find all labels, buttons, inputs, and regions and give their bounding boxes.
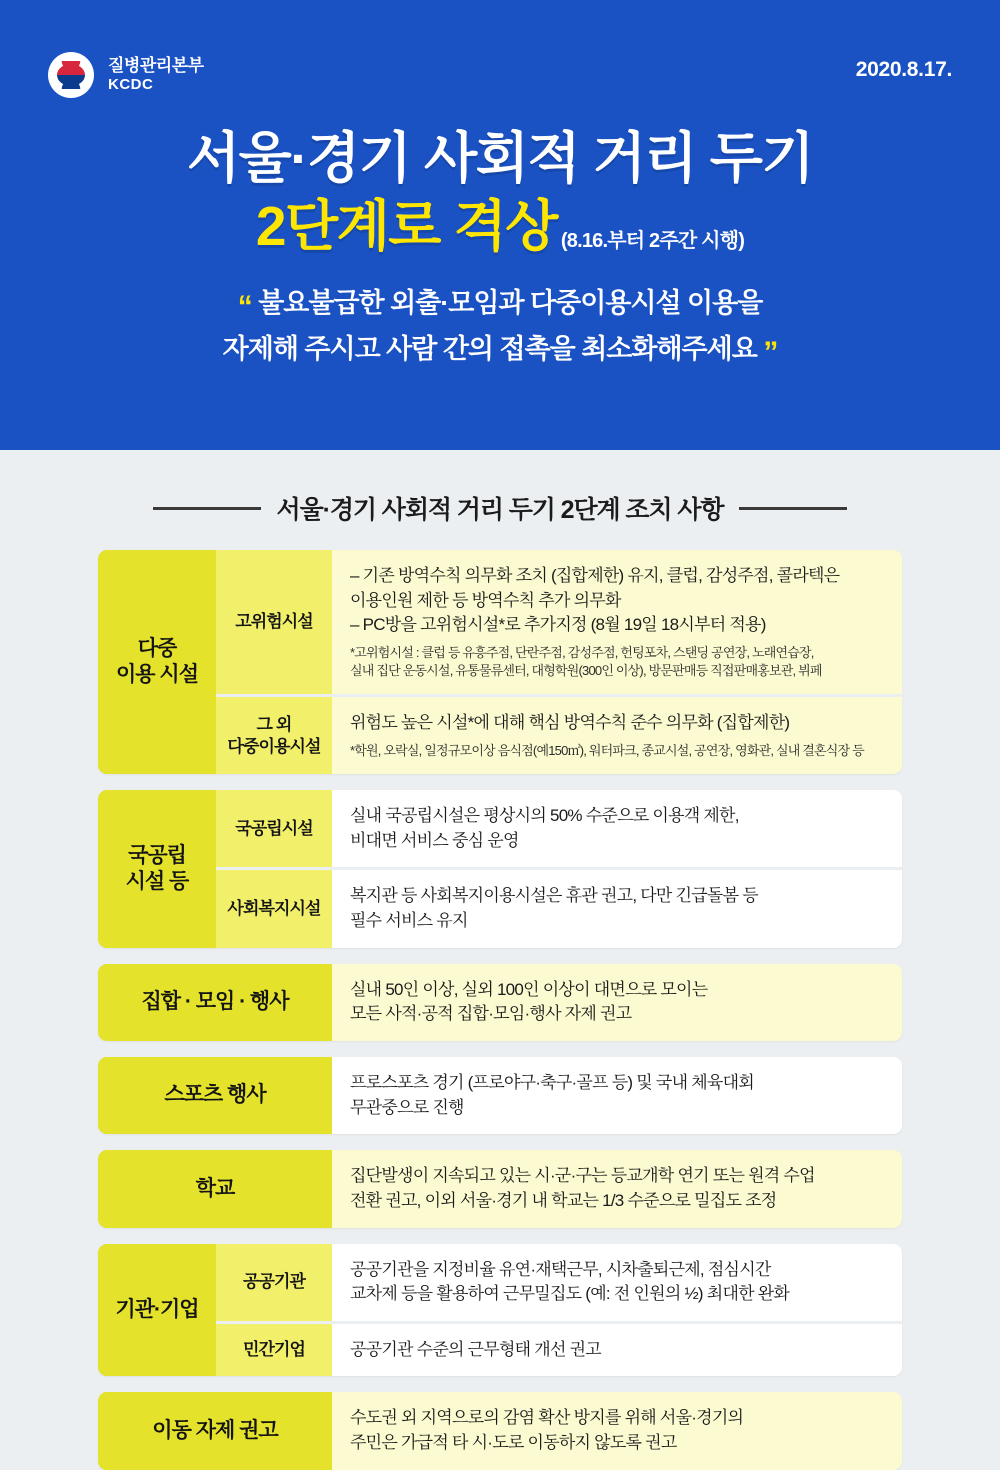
measure-text-line: 복지관 등 사회복지이용시설은 휴관 권고, 다만 긴급돌봄 등 [350, 886, 758, 906]
measure-text-line: 공공기관 수준의 근무형태 개선 권고 [350, 1339, 601, 1359]
poster-date: 2020.8.17. [855, 58, 952, 81]
measure-block [98, 550, 902, 774]
measure-rows [332, 1057, 902, 1134]
measure-text-line: 실내 50인 이상, 실외 100인 이상이 대면으로 모이는 [350, 979, 708, 999]
measure-block [98, 1244, 902, 1377]
measure-category: 학교 [98, 1150, 332, 1227]
measure-text [332, 697, 902, 774]
measure-block [98, 790, 902, 948]
title-line-2-period: (8.16.부터 2주간 시행) [560, 229, 745, 252]
measure-row [216, 790, 902, 867]
measure-text [332, 1392, 902, 1469]
measure-text-line: 필수 서비스 유지 [350, 911, 468, 931]
poster-subtitle [0, 283, 1000, 375]
measure-subcategory: 민간기업 [216, 1324, 332, 1377]
measure-category: 다중 이용 시설 [98, 550, 216, 774]
measure-text-line: 수도권 외 지역으로의 감염 확산 방지를 위해 서울·경기의 [350, 1408, 744, 1428]
measure-text [332, 964, 902, 1041]
measure-subcategory: 그 외 다중이용시설 [216, 697, 332, 774]
measure-category: 이동 자제 권고 [98, 1392, 332, 1469]
measure-footnote: *학원, 오락실, 일정규모이상 음식점(예150㎡), 워터파크, 종교시설, 공연장, 영화관, 실내 결혼식장 등 [350, 742, 864, 758]
measure-subcategory: 고위험시설 [216, 550, 332, 694]
measure-rows [216, 1244, 902, 1377]
measure-text-line: 전환 권고, 이외 서울·경기 내 학교는 1/3 수준으로 밀집도 조정 [350, 1190, 777, 1210]
measure-category: 기관·기업 [98, 1244, 216, 1377]
measure-rows [332, 964, 902, 1041]
quote-close-icon: ” [763, 336, 778, 370]
measure-text-line: – PC방을 고위험시설*로 추가지정 (8월 19일 18시부터 적용) [350, 615, 766, 635]
measure-row [216, 1321, 902, 1377]
measure-text-line: 무관중으로 진행 [350, 1097, 464, 1117]
title-line-1: 서울·경기 사회적 거리 두기 [186, 127, 814, 189]
measure-text [332, 550, 902, 694]
measure-text-line: 주민은 가급적 타 시·도로 이동하지 않도록 권고 [350, 1433, 677, 1453]
logo-org-english: KCDC [108, 76, 154, 94]
subtitle-line-2: 자제해 주시고 사람 간의 접촉을 최소화해주세요 [222, 334, 757, 365]
measure-row [332, 964, 902, 1041]
quote-open-icon: “ [237, 290, 252, 324]
measure-rows [332, 1150, 902, 1227]
measure-text [332, 1057, 902, 1134]
measure-rows [332, 1392, 902, 1469]
measure-row [332, 1057, 902, 1134]
title-line-2-main: 2단계로 격상 [255, 194, 557, 257]
measure-footnote: *고위험시설 : 클럽 등 유흥주점, 단란주점, 감성주점, 헌팅포차, 스탠딩 공연장, 노래연습장, 실내 집단 운동시설, 유통물류센터, 대형학원(300인 이상), 방문판매등 직접판매홍보관, 뷔페 [350, 644, 822, 679]
measure-row [216, 694, 902, 774]
measure-text [332, 1244, 902, 1321]
measure-block [98, 1392, 902, 1469]
measure-text-line: 모든 사적·공적 집합·모임·행사 자제 권고 [350, 1004, 632, 1024]
poster-header [0, 0, 1000, 450]
kcdc-logo [0, 0, 1000, 98]
measure-block [98, 1150, 902, 1227]
subtitle-line-1: 불요불급한 외출·모임과 다중이용시설 이용을 [258, 288, 763, 319]
measure-rows [216, 790, 902, 948]
measure-block [98, 964, 902, 1041]
measure-text [332, 1150, 902, 1227]
logo-text [108, 55, 204, 95]
title-line-2 [0, 196, 1000, 258]
measure-text [332, 1324, 902, 1377]
measure-row [332, 1150, 902, 1227]
measure-category: 집합 · 모임 · 행사 [98, 964, 332, 1041]
measure-row [216, 1244, 902, 1321]
measure-text-line: 비대면 서비스 중심 운영 [350, 830, 519, 850]
section-heading [0, 490, 1000, 526]
section-heading-text: 서울·경기 사회적 거리 두기 2단계 조치 사항 [276, 496, 724, 524]
measure-block [98, 1057, 902, 1134]
measure-category: 스포츠 행사 [98, 1057, 332, 1134]
logo-org-korean: 질병관리본부 [108, 56, 204, 75]
measure-text-line: 집단발생이 지속되고 있는 시·군·구는 등교개학 연기 또는 원격 수업 [350, 1166, 815, 1186]
poster-title [0, 128, 1000, 375]
rule-left-icon [153, 507, 261, 510]
measure-text-line: 실내 국공립시설은 평상시의 50% 수준으로 이용객 제한, [350, 806, 739, 826]
measures-table [0, 526, 1000, 1470]
measure-category: 국공립 시설 등 [98, 790, 216, 948]
measure-text-line: 교차제 등을 활용하여 근무밀집도 (예: 전 인원의 ½) 최대한 완화 [350, 1284, 790, 1304]
measure-text-line: 위험도 높은 시설*에 대해 핵심 방역수칙 준수 의무화 (집합제한) [350, 713, 790, 733]
measure-row [216, 867, 902, 947]
measure-rows [216, 550, 902, 774]
measure-subcategory: 공공기관 [216, 1244, 332, 1321]
measure-text-line: 프로스포츠 경기 (프로야구·축구·골프 등) 및 국내 체육대회 [350, 1072, 754, 1092]
measure-text [332, 790, 902, 867]
measure-text-line: 공공기관을 지정비율 유연·재택근무, 시차출퇴근제, 점심시간 [350, 1259, 771, 1279]
taegeuk-icon [48, 52, 94, 98]
measure-row [332, 1392, 902, 1469]
measure-row [216, 550, 902, 694]
measure-text-line: – 기존 방역수칙 의무화 조치 (집합제한) 유지, 클럽, 감성주점, 콜라텍은 [350, 566, 840, 585]
measure-text [332, 870, 902, 947]
measure-text-line: 이용인원 제한 등 방역수칙 추가 의무화 [350, 590, 621, 610]
rule-right-icon [739, 507, 847, 510]
measure-subcategory: 사회복지시설 [216, 870, 332, 947]
measure-subcategory: 국공립시설 [216, 790, 332, 867]
